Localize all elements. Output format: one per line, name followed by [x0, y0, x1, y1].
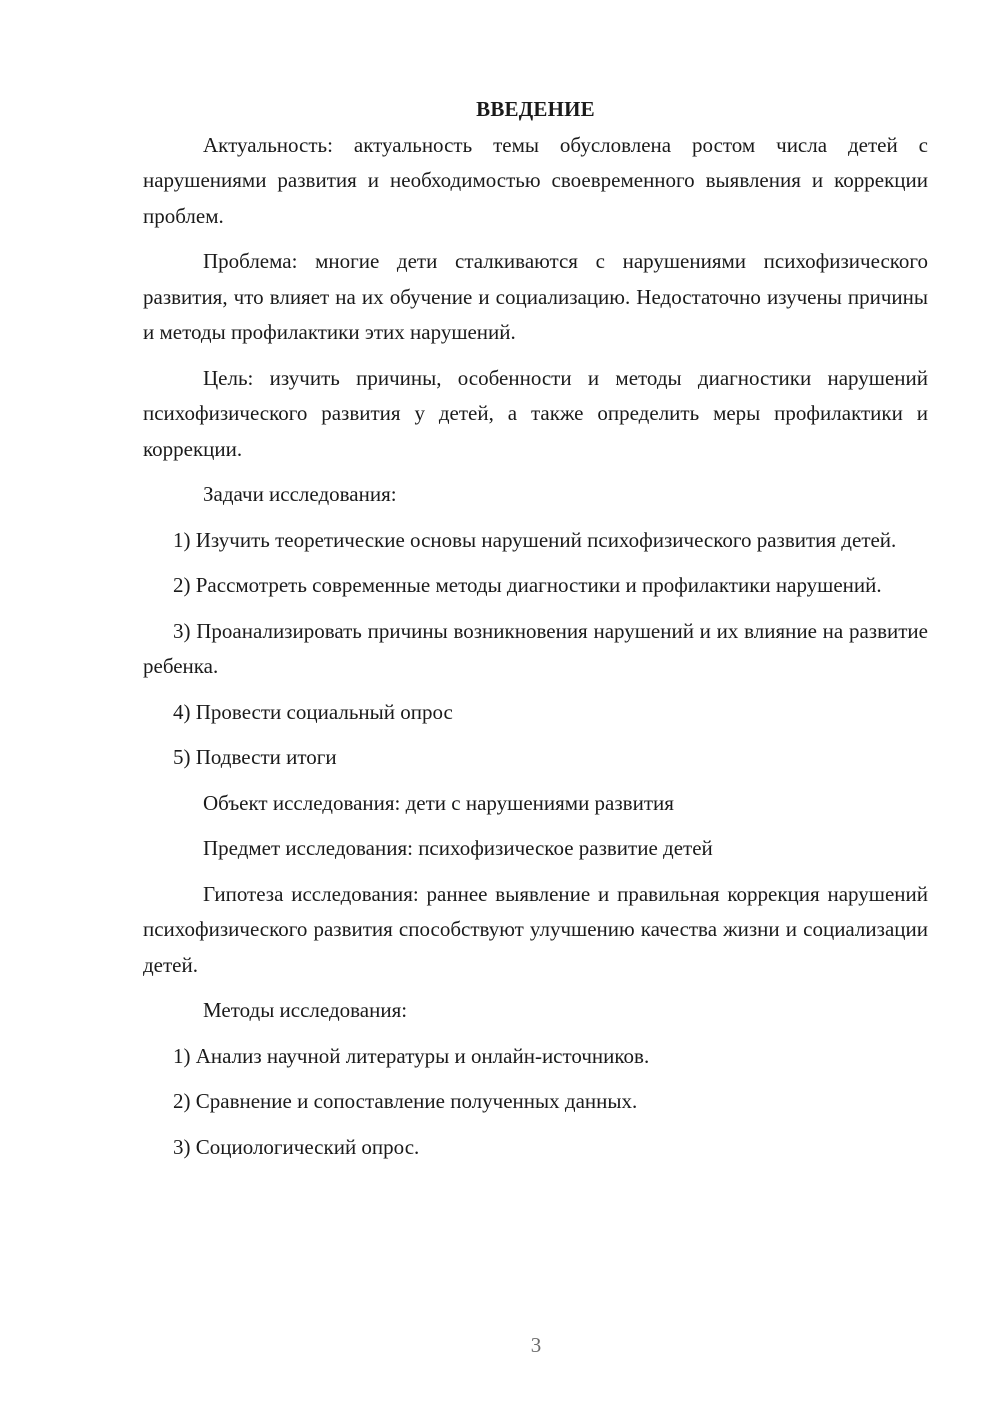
subject-paragraph: Предмет исследования: психофизическое развитие детей: [203, 836, 713, 860]
method-item-3: 3) Социологический опрос.: [173, 1134, 420, 1159]
document-page: [143, 92, 928, 1175]
task-item-1: 1) Изучить теоретические основы нарушений психофизического развития детей.: [173, 527, 897, 552]
task-item-5: 5) Подвести итоги: [173, 745, 337, 769]
method-item-2: 2) Сравнение и сопоставление полученных данных.: [173, 1089, 638, 1113]
page-number: 3: [530, 1333, 542, 1357]
goal-paragraph: Цель: изучить причины, особенности и методы диагностики нарушений психофизического развития у детей, а также определить меры профилактики и коррекции.: [143, 365, 928, 461]
object-paragraph: Объект исследования: дети с нарушениями развития: [203, 790, 674, 815]
task-item-2: 2) Рассмотреть современные методы диагностики и профилактики нарушений.: [173, 573, 882, 597]
problem-paragraph: Проблема: многие дети сталкиваются с нарушениями психофизического развития, что влияет на их обучение и социализацию. Недостаточно изучены причины и методы профилактики этих нарушений.: [143, 249, 928, 344]
method-item-1: 1) Анализ научной литературы и онлайн-источников.: [173, 1043, 650, 1068]
task-item-3: 3) Проанализировать причины возникновения нарушений и их влияние на развитие ребенка.: [143, 618, 928, 678]
relevance-paragraph: Актуальность: актуальность темы обусловлена ростом числа детей с нарушениями развития и необходимостью своевременного выявления и коррекции проблем.: [143, 132, 928, 228]
task-item-4: 4) Провести социальный опрос: [173, 699, 453, 724]
methods-heading: Методы исследования:: [203, 998, 408, 1022]
hypothesis-paragraph: Гипотеза исследования: раннее выявление и правильная коррекция нарушений психофизического развития способствуют улучшению качества жизни и социализации детей.: [143, 881, 928, 977]
document-title: ВВЕДЕНИЕ: [476, 97, 595, 121]
tasks-heading: Задачи исследования:: [203, 482, 397, 506]
